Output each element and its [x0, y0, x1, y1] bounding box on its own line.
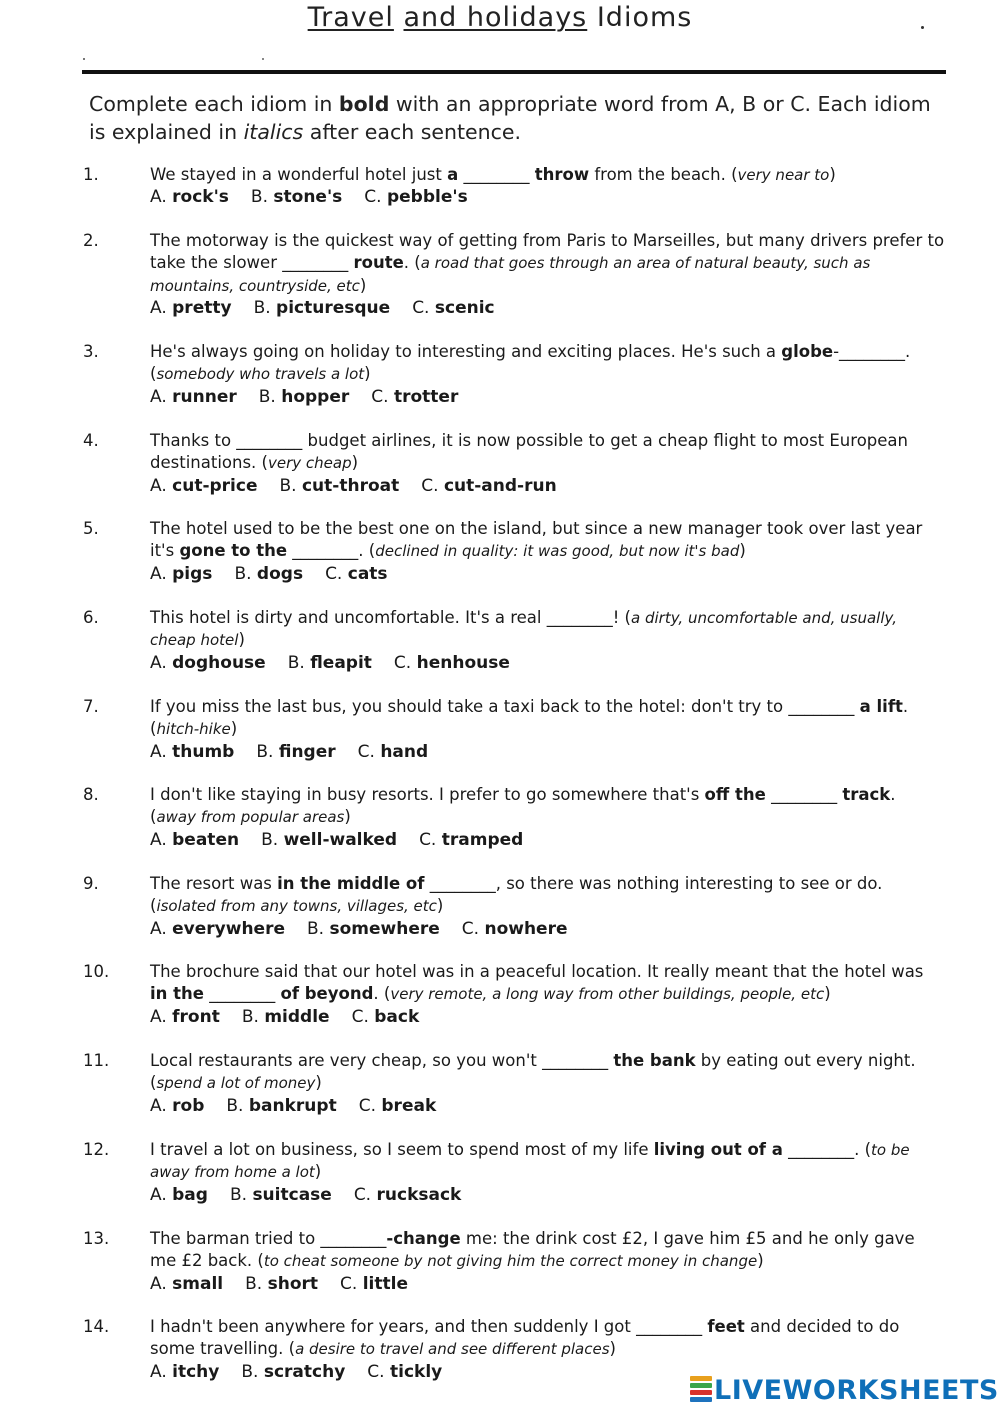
sentence-text: This hotel is dirty and uncomfortable. It's a real ________! ( [150, 608, 631, 627]
answer-option[interactable] [394, 653, 510, 673]
option-word: fleapit [310, 652, 372, 673]
answer-options [150, 563, 945, 585]
answer-option[interactable] [150, 298, 232, 318]
sentence-text: ________. ( [782, 1140, 872, 1159]
answer-option[interactable] [259, 387, 350, 407]
option-word: finger [278, 741, 336, 762]
answer-option[interactable] [150, 1096, 204, 1116]
question-text [150, 1316, 945, 1383]
answer-option[interactable] [354, 1185, 462, 1205]
option-word: pebble's [386, 187, 468, 208]
answer-option[interactable] [256, 742, 335, 762]
option-word: short [267, 1273, 319, 1294]
option-word: scratchy [263, 1361, 346, 1382]
question-text [150, 607, 945, 674]
option-word: beaten [172, 829, 240, 850]
sentence-text: ) [739, 541, 746, 561]
question-number: 12. [83, 1140, 110, 1159]
option-word: trotter [393, 386, 459, 407]
sentence-text: ________ [203, 984, 281, 1004]
answer-option[interactable] [150, 1274, 223, 1294]
answer-option[interactable] [150, 187, 229, 207]
idiom-explanation: a desire to travel and see different places [295, 1340, 610, 1359]
answer-option[interactable] [364, 187, 467, 207]
option-letter: C. [353, 1184, 377, 1205]
answer-option[interactable] [307, 919, 440, 939]
question-text [150, 430, 945, 497]
option-word: cut-throat [301, 475, 400, 496]
idiom-bold-text: route [353, 253, 404, 273]
idiom-explanation: isolated from any towns, villages, etc [156, 897, 437, 916]
sentence-text: The brochure said that our hotel was in a peaceful location. It really meant that the hotel was [150, 962, 924, 981]
option-letter: B. [261, 829, 284, 850]
option-letter: A. [150, 1361, 173, 1382]
option-letter: A. [150, 1095, 173, 1116]
answer-options [150, 1273, 945, 1295]
header-divider [82, 70, 946, 74]
option-letter: A. [150, 1006, 173, 1027]
answer-option[interactable] [150, 830, 239, 850]
answer-option[interactable] [340, 1274, 408, 1294]
idiom-bold-text: in the [150, 984, 204, 1004]
idiom-explanation: very remote, a long way from other buildings, people, etc [390, 985, 825, 1004]
idiom-bold-text: the bank [613, 1051, 696, 1070]
question-number: 2. [83, 231, 99, 250]
sentence-text: ) [315, 1073, 322, 1093]
option-letter: B. [250, 187, 274, 208]
idiom-bold-text: in the middle of [277, 874, 425, 893]
idiom-explanation: somebody who travels a lot [156, 365, 365, 384]
answer-option[interactable] [150, 919, 285, 939]
idiom-explanation: declined in quality: it was good, but now it's bad [375, 542, 740, 561]
option-word: scenic [434, 297, 495, 318]
option-letter: C. [367, 1361, 390, 1382]
option-word: bag [172, 1184, 208, 1205]
option-letter: B. [253, 297, 277, 318]
option-letter: A. [150, 475, 173, 496]
option-word: break [381, 1095, 437, 1116]
answer-options [150, 829, 945, 851]
option-letter: B. [287, 652, 311, 673]
idiom-explanation: spend a lot of money [156, 1074, 316, 1093]
question-text [150, 518, 945, 585]
question-text [150, 873, 945, 940]
sentence-text: Local restaurants are very cheap, so you won't ________ [150, 1051, 614, 1070]
option-letter: C. [419, 829, 442, 850]
sentence-text: from the beach. ( [589, 165, 738, 184]
sentence-text: ) [609, 1339, 616, 1359]
option-word: tickly [389, 1361, 443, 1382]
option-letter: A. [150, 652, 173, 673]
answer-option[interactable] [325, 564, 387, 584]
sentence-text: ) [359, 275, 367, 295]
question-text [150, 341, 945, 408]
sentence-text: The resort was [150, 874, 278, 893]
option-letter: B. [279, 475, 302, 496]
option-word: rock's [172, 187, 229, 208]
idiom-bold-text: a lift [859, 697, 903, 716]
option-letter: B. [245, 1273, 268, 1294]
option-letter: A. [150, 386, 173, 407]
option-word: picturesque [276, 297, 391, 318]
sentence-text: ________ [765, 785, 843, 804]
answer-option[interactable] [150, 1362, 219, 1382]
idiom-bold-text: of beyond [280, 984, 374, 1004]
option-word: cut-and-run [443, 475, 557, 496]
option-letter: A. [150, 1273, 173, 1294]
answer-options [150, 386, 945, 408]
option-word: nowhere [484, 918, 568, 939]
question-number: 13. [83, 1229, 110, 1248]
sentence-text: me: the drink cost £2, I gave him £5 and he only gave me £2 back. ( [150, 1229, 915, 1271]
idiom-bold-text: feet [707, 1317, 745, 1336]
option-letter: C. [340, 1273, 363, 1294]
sentence-text: ________, so there was nothing interesting to see or do. ( [150, 874, 883, 916]
option-letter: C. [393, 652, 417, 673]
question-number: 9. [83, 874, 99, 893]
answer-option[interactable] [226, 1096, 336, 1116]
answer-option[interactable] [150, 742, 234, 762]
title-word-idioms: Idioms [596, 2, 693, 33]
option-word: cats [347, 563, 388, 584]
idiom-explanation: away from popular areas [156, 808, 345, 827]
answer-option[interactable] [419, 830, 523, 850]
option-letter: A. [150, 563, 173, 584]
stray-dot [83, 58, 85, 60]
option-word: doghouse [172, 652, 266, 673]
answer-options [150, 1095, 945, 1117]
question-number: 11. [83, 1051, 110, 1070]
idiom-bold-text: off the [704, 785, 766, 804]
answer-option[interactable] [462, 919, 568, 939]
sentence-text: ) [344, 807, 351, 827]
answer-option[interactable] [412, 298, 494, 318]
option-word: henhouse [416, 652, 510, 673]
option-letter: A. [150, 829, 173, 850]
option-word: somewhere [329, 918, 440, 939]
page-title [0, 2, 1000, 33]
answer-options [150, 475, 945, 497]
option-letter: A. [150, 187, 173, 208]
sentence-text: -________. ( [150, 342, 911, 384]
sentence-text: The motorway is the quickest way of getting from Paris to Marseilles, but many drivers prefer to take the slower ________ [150, 231, 945, 273]
option-letter: A. [150, 741, 173, 762]
option-letter: C. [371, 386, 394, 407]
question-number: 7. [83, 697, 99, 716]
instructions: Complete each idiom in bold with an appropriate word from A, B or C. Each idiom is explained in italics after each sentence. [89, 92, 931, 144]
question-number: 1. [83, 165, 99, 184]
sentence-text: I hadn't been anywhere for years, and then suddenly I got ________ [150, 1317, 708, 1336]
idiom-explanation: a dirty, uncomfortable and, usually, cheap hotel [150, 609, 897, 650]
sentence-text: ) [314, 1162, 322, 1182]
answer-option[interactable] [367, 1362, 442, 1382]
question-number: 6. [83, 608, 99, 627]
answer-options [150, 297, 945, 319]
answer-options [150, 918, 945, 940]
idiom-bold-text: -change [386, 1229, 461, 1248]
answer-option[interactable] [241, 1362, 345, 1382]
option-letter: B. [256, 741, 279, 762]
idiom-explanation: a road that goes through an area of natural beauty, such as mountains, countryside, etc [150, 254, 871, 295]
sentence-text: If you miss the last bus, you should take a taxi back to the hotel: don't try to ________ [150, 697, 860, 716]
option-word: hopper [281, 386, 350, 407]
question-text [150, 1228, 945, 1295]
option-word: stone's [273, 187, 343, 208]
sentence-text: by eating out every night. ( [150, 1051, 916, 1093]
option-word: well-walked [283, 829, 398, 850]
answer-option[interactable] [245, 1274, 318, 1294]
option-word: runner [172, 386, 237, 407]
option-letter: B. [234, 563, 257, 584]
sentence-text: He's always going on holiday to interesting and exciting places. He's such a [150, 342, 782, 361]
answer-option[interactable] [150, 1185, 208, 1205]
answer-option[interactable] [150, 1007, 220, 1027]
answer-option[interactable] [234, 564, 303, 584]
question-number: 5. [83, 519, 99, 538]
question-text [150, 164, 945, 209]
option-letter: B. [226, 1095, 249, 1116]
answer-option[interactable] [150, 387, 237, 407]
option-word: itchy [172, 1361, 220, 1382]
answer-options [150, 186, 945, 208]
answer-options [150, 1006, 945, 1028]
question-text [150, 230, 945, 319]
option-word: little [362, 1273, 408, 1294]
answer-option[interactable] [150, 476, 258, 496]
answer-option[interactable] [358, 742, 429, 762]
idiom-explanation: very near to [737, 166, 830, 184]
option-word: small [172, 1273, 224, 1294]
question-text [150, 1139, 945, 1206]
answer-option[interactable] [242, 1007, 330, 1027]
answer-option[interactable] [254, 298, 391, 318]
answer-options [150, 1184, 945, 1206]
sentence-text: I travel a lot on business, so I seem to spend most of my life [150, 1140, 654, 1159]
sentence-text: I don't like staying in busy resorts. I prefer to go somewhere that's [150, 785, 705, 804]
sentence-text: ________ [458, 165, 535, 184]
option-word: cut-price [172, 475, 258, 496]
logo-text: LIVEWORKSHEETS [714, 1374, 999, 1406]
option-letter: B. [307, 918, 330, 939]
idiom-explanation: hitch-hike [156, 720, 231, 739]
option-letter: C. [351, 1006, 375, 1027]
answer-option[interactable] [230, 1185, 332, 1205]
answer-option[interactable] [421, 476, 556, 496]
sentence-text: ) [436, 896, 444, 916]
idiom-bold-text: living out of a [653, 1140, 783, 1159]
sentence-text: ) [824, 984, 831, 1004]
liveworksheets-logo [690, 1374, 999, 1406]
answer-option[interactable] [371, 387, 458, 407]
question-text [150, 961, 945, 1028]
option-word: thumb [172, 741, 235, 762]
sentence-text: . ( [373, 984, 391, 1004]
option-letter: B. [241, 1006, 265, 1027]
option-letter: C. [325, 563, 348, 584]
option-letter: A. [150, 918, 173, 939]
sentence-text: The hotel used to be the best one on the island, but since a new manager took over last year it's [150, 519, 923, 561]
idiom-explanation: to cheat someone by not giving him the correct money in change [263, 1252, 758, 1271]
answer-option[interactable] [261, 830, 397, 850]
idiom-bold-text: globe [781, 342, 834, 361]
stray-dot [262, 58, 264, 60]
idiom-bold-text: gone to the [179, 541, 288, 561]
sentence-text: and decided to do some travelling. ( [150, 1317, 900, 1359]
question-number: 10. [83, 962, 110, 981]
option-word: rucksack [376, 1184, 462, 1205]
sentence-text: . ( [403, 253, 421, 273]
answer-option[interactable] [150, 653, 266, 673]
sentence-text: Thanks to ________ budget airlines, it is now possible to get a cheap flight to most European destinations. ( [150, 431, 908, 473]
option-letter: A. [150, 297, 173, 318]
option-word: pigs [172, 563, 213, 584]
answer-option[interactable] [280, 476, 400, 496]
answer-option[interactable] [352, 1007, 420, 1027]
idiom-bold-text: a [447, 165, 459, 184]
sentence-text: The barman tried to ________ [150, 1229, 387, 1248]
sentence-text: ) [364, 364, 371, 384]
option-letter: B. [229, 1184, 253, 1205]
answer-option[interactable] [288, 653, 372, 673]
liveworksheets-logo-icon [690, 1376, 712, 1404]
sentence-text: ) [238, 630, 245, 650]
question-number: 4. [83, 431, 99, 450]
option-word: pretty [172, 297, 232, 318]
idiom-explanation: to be away from home a lot [150, 1141, 910, 1182]
sentence-text: . ( [150, 785, 896, 827]
option-letter: A. [150, 1184, 173, 1205]
sentence-text: . ( [150, 697, 909, 739]
idiom-bold-text: throw [534, 165, 590, 184]
option-word: bankrupt [248, 1095, 337, 1116]
option-letter: C. [358, 1095, 382, 1116]
sentence-text: ________. ( [287, 541, 376, 561]
option-letter: B. [241, 1361, 264, 1382]
option-word: tramped [441, 829, 524, 850]
sentence-text: ) [351, 453, 359, 473]
sentence-text: ) [757, 1251, 764, 1271]
option-letter: C. [412, 297, 435, 318]
option-word: middle [264, 1006, 330, 1027]
option-letter: C. [461, 918, 485, 939]
answer-options [150, 741, 945, 763]
question-number: 14. [83, 1317, 110, 1336]
answer-option[interactable] [150, 564, 212, 584]
title-word-and-holidays: and holidays [403, 2, 588, 33]
option-word: dogs [256, 563, 304, 584]
stray-dot [921, 26, 924, 29]
sentence-text: We stayed in a wonderful hotel just [150, 165, 448, 184]
option-word: rob [172, 1095, 205, 1116]
question-text [150, 784, 945, 851]
option-letter: C. [357, 741, 381, 762]
idiom-bold-text: track [842, 785, 891, 804]
option-letter: C. [421, 475, 444, 496]
question-number: 8. [83, 785, 99, 804]
title-word-travel: Travel [307, 2, 394, 33]
option-word: suitcase [252, 1184, 332, 1205]
sentence-text: ) [230, 719, 238, 739]
option-letter: C. [364, 187, 387, 208]
answer-options [150, 652, 945, 674]
question-text [150, 1050, 945, 1117]
answer-option[interactable] [359, 1096, 437, 1116]
option-word: back [374, 1006, 420, 1027]
option-letter: B. [258, 386, 282, 407]
option-word: hand [380, 741, 429, 762]
option-word: everywhere [172, 918, 285, 939]
idiom-explanation: very cheap [267, 454, 352, 473]
question-text [150, 696, 945, 763]
question-number: 3. [83, 342, 99, 361]
option-word: front [172, 1006, 220, 1027]
sentence-text: ) [829, 165, 836, 184]
answer-option[interactable] [251, 187, 342, 207]
